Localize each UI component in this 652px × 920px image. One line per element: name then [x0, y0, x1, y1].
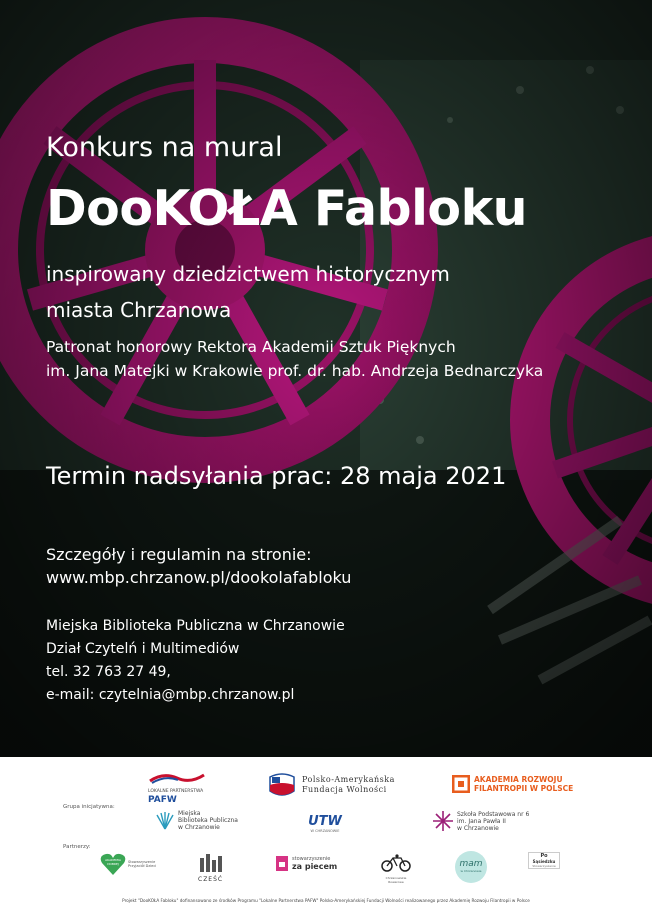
initiative-label: Grupa inicjatywna: — [63, 804, 115, 810]
bicycle-icon — [380, 854, 412, 872]
patronage-line-1: Patronat honorowy Rektora Akademii Sztuk Pięknych — [46, 338, 456, 356]
subtitle-line-2: miasta Chrzanowa — [46, 298, 232, 322]
patronage-line-2: im. Jana Matejki w Krakowie prof. dr. hab. Andrzeja Bednarczyka — [46, 362, 544, 380]
heading-title: DooKOŁA Fabloku — [46, 180, 528, 237]
organizer-email[interactable]: e-mail: czytelnia@mbp.chrzanow.pl — [46, 687, 295, 703]
mbp-book-icon — [155, 811, 175, 831]
logo-lokalne-partnerstwa: LOKALNE PARTNERSTWA PAFW — [148, 769, 206, 805]
details-url[interactable]: www.mbp.chrzanow.pl/dookolafabloku — [46, 568, 352, 587]
funding-credit: Projekt "DooKOŁA Fabloku" dofinansowano ze środków Programu "Lokalne Partnerstwa PAFW" Polsko-Amerykańskiej Fundacji Wolności realizowanego przez Akademię Rozwoju Filantropii w Polsce — [122, 898, 530, 903]
buildings-icon — [199, 852, 223, 872]
logo-school: Szkoła Podstawowa nr 6 im. Jana Pawła II w Chrzanowie — [432, 810, 529, 832]
organizer-name: Miejska Biblioteka Publiczna w Chrzanowie — [46, 618, 345, 634]
logo-mbp: Miejska Biblioteka Publiczna w Chrzanowie — [155, 810, 238, 831]
organizer-block — [46, 615, 345, 707]
school-star-icon — [432, 810, 454, 832]
arfp-square-icon — [452, 775, 470, 793]
logo-po-sasiedzku: Po Sąsiedzku Stowarzyszenie — [528, 852, 560, 869]
partners-label: Partnerzy: — [63, 844, 91, 850]
pafw-wave-icon — [148, 772, 206, 784]
details-label: Szczegóły i regulamin na stronie: — [46, 545, 312, 564]
organizer-phone: tel. 32 763 27 49, — [46, 664, 171, 680]
logo-mam: mam w Chrzanowie — [455, 851, 487, 883]
logo-akademia-rozwoju: AKADEMIA ROZWOJU FILANTROPII W POLSCE — [452, 775, 602, 793]
logo-utw: UTW W CHRZANOWIE — [308, 814, 342, 833]
logo-czesc: CZEŚĆ — [198, 852, 223, 883]
deadline: Termin nadsyłania prac: 28 maja 2021 — [46, 462, 507, 490]
logo-heart-partner: AKADEMIA DOBREJ Stowarzyszenie Przyjaciół Dzieci — [100, 852, 162, 880]
stove-icon — [275, 854, 289, 872]
logo-bike: Chrzanowskie Rowerowe — [380, 854, 412, 884]
subtitle-line-1: inspirowany dziedzictwem historycznym — [46, 262, 450, 286]
organizer-department: Dział Czytelń i Multimediów — [46, 641, 240, 657]
sponsors-footer — [0, 757, 652, 920]
pafw-flag-icon — [268, 773, 296, 797]
logo-pafw: Polsko-Amerykańska Fundacja Wolności — [268, 773, 428, 797]
logo-za-piecem: stowarzyszenie za piecem — [275, 854, 337, 872]
heading-small: Konkurs na mural — [46, 132, 283, 163]
